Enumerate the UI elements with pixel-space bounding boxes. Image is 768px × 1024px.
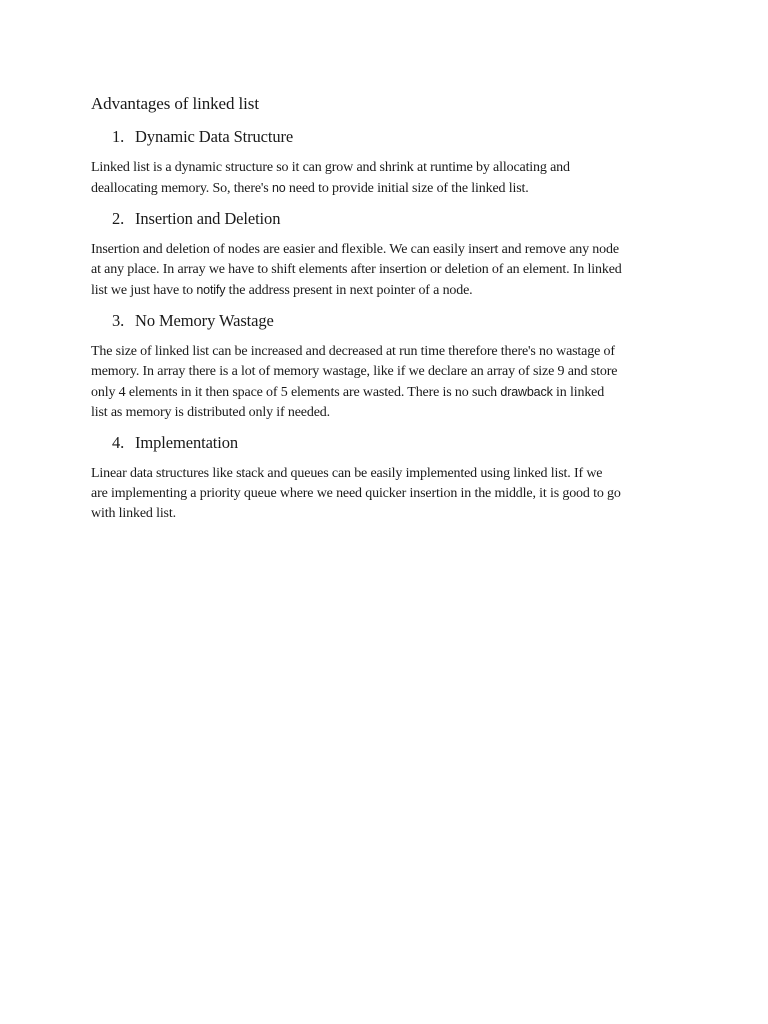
text-run: need to provide initial size of the linked list.: [285, 181, 529, 196]
paragraph-line: [91, 240, 691, 260]
text-run: notify: [196, 283, 226, 297]
paragraph-line: [91, 464, 691, 484]
text-run: are implementing a priority queue where we need quicker insertion in the middle, it is good to go: [91, 486, 621, 501]
text-run: list as memory is distributed only if needed.: [91, 405, 330, 420]
paragraph-line: [91, 382, 691, 403]
text-run: no: [271, 181, 286, 195]
paragraph-line: [91, 178, 691, 199]
text-run: list we just have to: [91, 283, 197, 298]
document-title: Advantages of linked list: [91, 94, 259, 113]
paragraph-line: [91, 260, 691, 280]
paragraph-line: [91, 362, 691, 382]
section-heading: [91, 432, 691, 454]
section-paragraph: [91, 464, 691, 524]
document-content: [91, 93, 691, 533]
text-run: the address present in next pointer of a node.: [225, 283, 473, 298]
text-run: Linear data structures like stack and queues can be easily implemented using linked list. If we: [91, 466, 603, 481]
text-run: only 4 elements in it then space of 5 elements are wasted. There is no such: [91, 385, 501, 400]
text-run: drawback: [500, 385, 553, 399]
text-run: The size of linked list can be increased and decreased at run time therefore there's no wastage of: [91, 344, 615, 359]
text-run: with linked list.: [91, 506, 176, 521]
section-paragraph: [91, 240, 691, 301]
section-title: Insertion and Deletion: [135, 209, 281, 228]
paragraph-line: [91, 158, 691, 178]
text-run: Linked list is a dynamic structure so it can grow and shrink at runtime by allocating and: [91, 160, 570, 175]
section-title: No Memory Wastage: [135, 311, 274, 330]
text-run: Insertion and deletion of nodes are easier and flexible. We can easily insert and remove any node: [91, 242, 619, 257]
text-run: at any place. In array we have to shift elements after insertion or deletion of an element. In linked: [91, 262, 622, 277]
paragraph-line: [91, 484, 691, 504]
section-number: 1.: [112, 127, 125, 146]
section-title: Implementation: [135, 433, 239, 452]
section-title: Dynamic Data Structure: [135, 127, 294, 146]
paragraph-line: [91, 342, 691, 362]
text-run: deallocating memory. So, there's: [91, 181, 272, 196]
section-heading: [91, 126, 691, 148]
section-paragraph: [91, 342, 691, 423]
text-run: in linked: [552, 385, 605, 400]
section-number: 4.: [112, 433, 125, 452]
paragraph-line: [91, 403, 691, 423]
section-number: 3.: [112, 311, 125, 330]
text-run: memory. In array there is a lot of memory wastage, like if we declare an array of size 9 and store: [91, 364, 618, 379]
paragraph-line: [91, 504, 691, 524]
section-number: 2.: [112, 209, 125, 228]
section-heading: [91, 310, 691, 332]
section-paragraph: [91, 158, 691, 199]
paragraph-line: [91, 280, 691, 301]
section-heading: [91, 208, 691, 230]
